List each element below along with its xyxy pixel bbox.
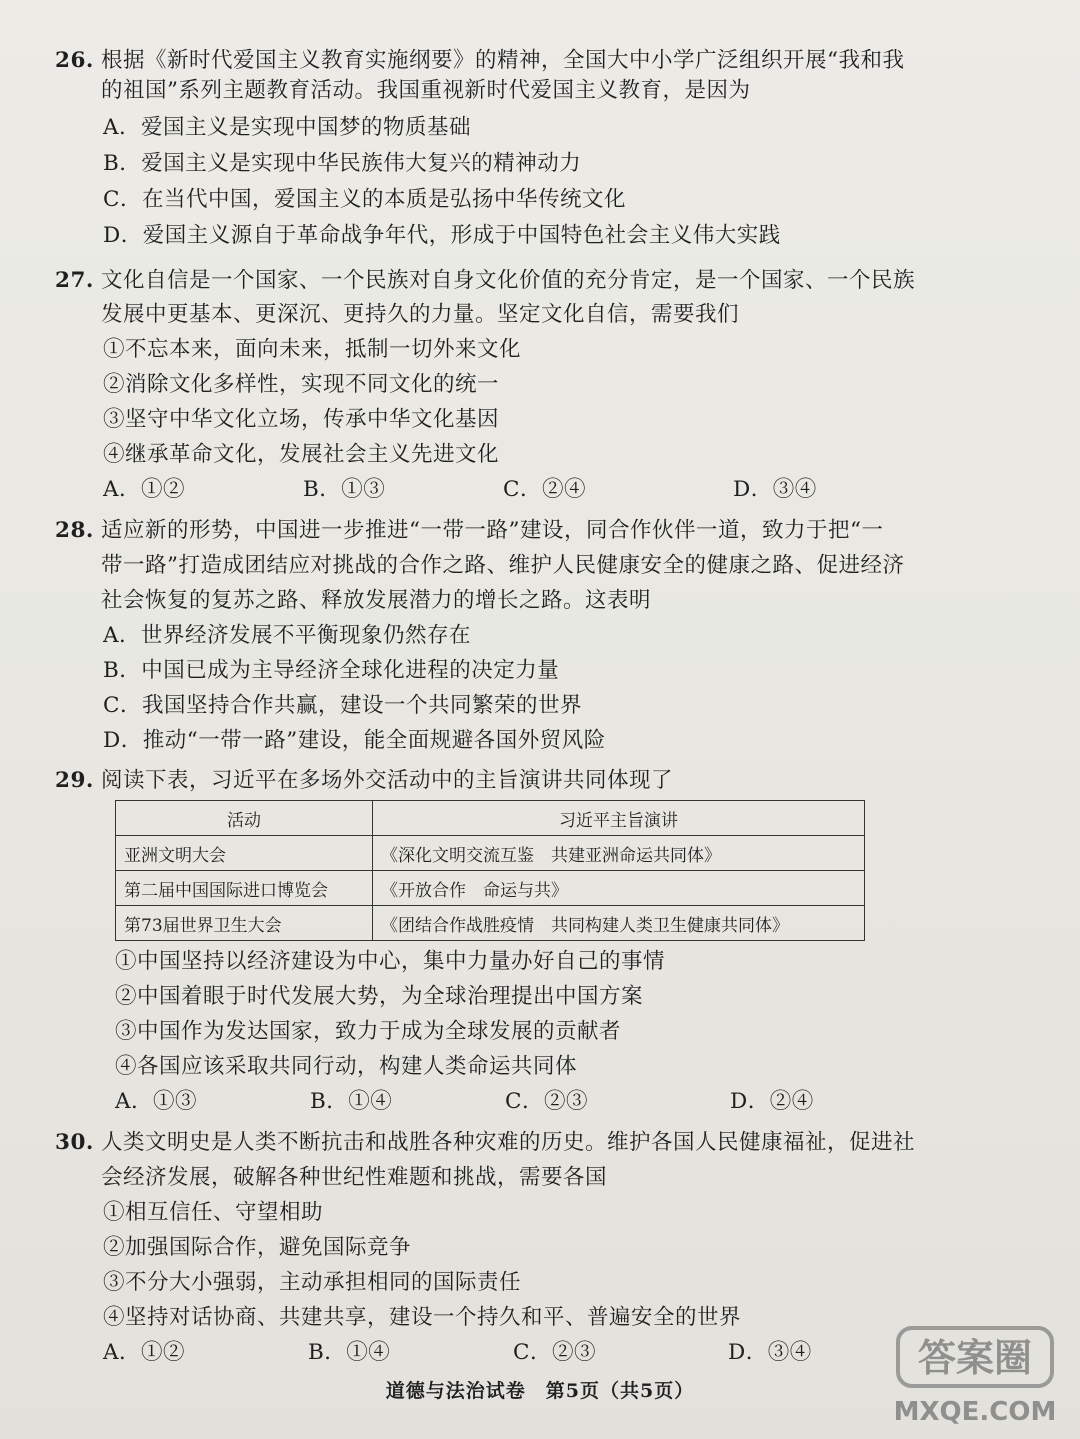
choice-d: D．②④ [730,1089,814,1114]
option-d: D．爱国主义源自于革命战争年代，形成于中国特色社会主义伟大实践 [103,223,781,248]
table-cell: 《开放合作 命运与共》 [373,871,865,906]
statement-2: ②消除文化多样性，实现不同文化的统一 [103,372,500,397]
choice-d: D．③④ [728,1340,812,1365]
question-stem: 社会恢复的复苏之路、释放发展潜力的增长之路。这表明 [101,588,652,613]
answer-choices [55,1091,1055,1113]
question-number: 29. [55,768,94,793]
question-stem: 发展中更基本、更深沉、更持久的力量。坚定文化自信，需要我们 [101,302,740,327]
choice-a: A．①③ [115,1089,198,1114]
option-d: D．推动“一带一路”建设，能全面规避各国外贸风险 [103,728,606,753]
option-b: B．中国已成为主导经济全球化进程的决定力量 [103,658,560,683]
watermark-top-text: 答案圈 [917,1336,1033,1380]
question-stem: 根据《新时代爱国主义教育实施纲要》的精神，全国大中小学广泛组织开展“我和我 [101,48,905,73]
choice-c: C．②③ [513,1340,596,1365]
statement-1: ①相互信任、守望相助 [103,1200,324,1225]
choice-b: B．①④ [310,1089,393,1114]
statement-2: ②加强国际合作，避免国际竞争 [103,1235,412,1260]
choice-c: C．②④ [503,477,586,502]
choice-a: A．①② [103,477,186,502]
question-29 [55,770,1055,1113]
table-cell: 第二届中国国际进口博览会 [116,871,373,906]
table-cell: 第73届世界卫生大会 [116,906,373,941]
page-footer: 道德与法治试卷 第5页（共5页） [385,1380,695,1402]
question-number: 30. [55,1130,94,1155]
table-row [116,836,865,871]
question-stem: 文化自信是一个国家、一个民族对自身文化价值的充分肯定，是一个国家、一个民族 [101,268,916,293]
question-stem: 人类文明史是人类不断抗击和战胜各种灾难的历史。维护各国人民健康福祉，促进社 [101,1130,916,1155]
watermark-logo [890,1322,1060,1432]
table-header-row [116,801,865,836]
statement-1: ①中国坚持以经济建设为中心，集中力量办好自己的事情 [115,949,666,974]
answer-choices [55,479,1055,501]
choice-d: D．③④ [733,477,817,502]
question-stem: 的祖国”系列主题教育活动。我国重视新时代爱国主义教育，是因为 [101,78,751,103]
table-header: 活动 [116,801,373,836]
statement-4: ④坚持对话协商、共建共享，建设一个持久和平、普遍安全的世界 [103,1305,742,1330]
table-cell: 亚洲文明大会 [116,836,373,871]
question-stem: 适应新的形势，中国进一步推进“一带一路”建设，同合作伙伴一道，致力于把“一 [101,518,884,543]
statement-2: ②中国着眼于时代发展大势，为全球治理提出中国方案 [115,984,644,1009]
statement-4: ④各国应该采取共同行动，构建人类命运共同体 [115,1054,578,1079]
table-cell: 《团结合作战胜疫情 共同构建人类卫生健康共同体》 [373,906,865,941]
choice-c: C．②③ [505,1089,588,1114]
statement-3: ③不分大小强弱，主动承担相同的国际责任 [103,1270,522,1295]
option-b: B．爱国主义是实现中华民族伟大复兴的精神动力 [103,151,582,176]
choice-b: B．①④ [308,1340,391,1365]
question-stem: 带一路”打造成团结应对挑战的合作之路、维护人民健康安全的健康之路、促进经济 [101,553,905,578]
choice-a: A．①② [103,1340,186,1365]
question-28 [55,520,1055,752]
question-stem: 会经济发展，破解各种世纪性难题和挑战，需要各国 [101,1165,608,1190]
table-row [116,906,865,941]
question-26 [55,50,1055,247]
statement-1: ①不忘本来，面向未来，抵制一切外来文化 [103,337,522,362]
watermark-bottom-text: MXQE.COM [893,1397,1057,1427]
question-27 [55,270,1055,501]
question-number: 26. [55,48,94,73]
option-a: A．世界经济发展不平衡现象仍然存在 [103,623,472,648]
option-c: C．我国坚持合作共赢，建设一个共同繁荣的世界 [103,693,582,718]
statement-4: ④继承革命文化，发展社会主义先进文化 [103,442,500,467]
option-a: A．爱国主义是实现中国梦的物质基础 [103,115,472,140]
statement-3: ③坚守中华文化立场，传承中华文化基因 [103,407,500,432]
option-c: C．在当代中国，爱国主义的本质是弘扬中华传统文化 [103,187,626,212]
choice-b: B．①③ [303,477,386,502]
statement-3: ③中国作为发达国家，致力于成为全球发展的贡献者 [115,1019,622,1044]
table-cell: 《深化文明交流互鉴 共建亚洲命运共同体》 [373,836,865,871]
table-header: 习近平主旨演讲 [373,801,865,836]
question-stem: 阅读下表，习近平在多场外交活动中的主旨演讲共同体现了 [101,768,674,793]
table-row [116,871,865,906]
speech-table [115,800,865,941]
question-number: 28. [55,518,94,543]
question-number: 27. [55,268,94,293]
